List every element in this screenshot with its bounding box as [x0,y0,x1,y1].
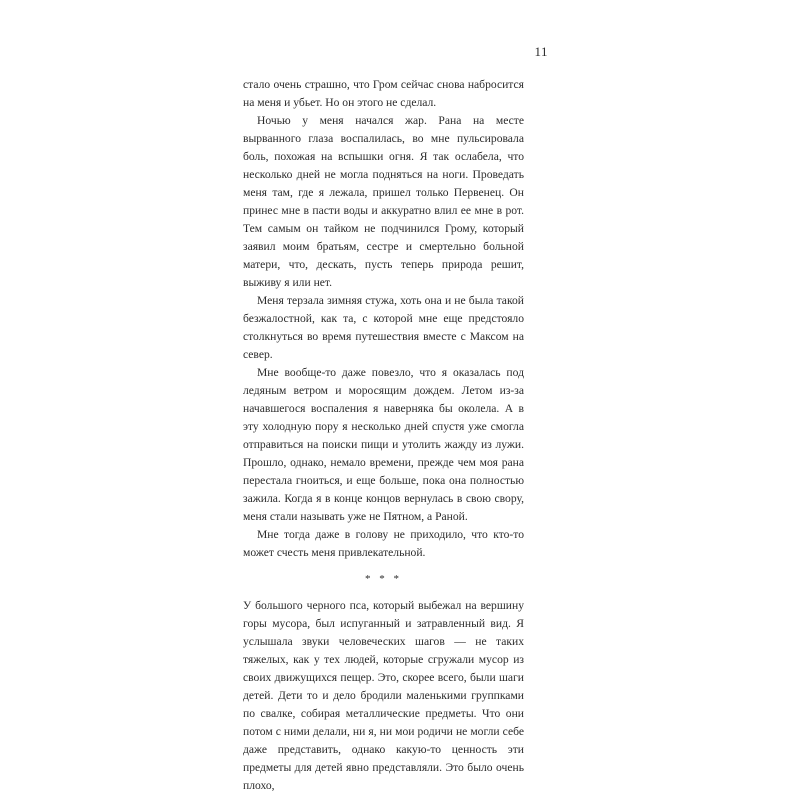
section-separator: * * * [365,573,402,585]
paragraph: Ночью у меня начался жар. Рана на месте вырванного глаза воспалилась, во мне пульсировала боль, похожая на вспышки огня. Я так ослабела, что несколько дней не могла подняться на ноги. Проведать меня там, где я лежала, пришел только Первенец. Он принес мне в пасти воды и аккуратно влил ее мне в рот. Тем самым он тайком не подчинился Грому, который заявил моим братьям, сестре и смертельно больной матери, что, дескать, пусть теперь природа решит, выживу я или нет. [243,114,524,289]
paragraph: Меня терзала зимняя стужа, хоть она и не была такой безжалостной, как та, с которой мне еще предстояло столкнуться во время путешествия вместе с Максом на север. [243,294,524,361]
paragraph: стало очень страшно, что Гром сейчас снова набросится на меня и убьет. Но он этого не сделал. [243,78,524,109]
paragraph: Мне тогда даже в голову не приходило, что кто-то может счесть меня привлекательной. [243,528,524,559]
page-text [243,76,524,795]
paragraph: Мне вообще-то даже повезло, что я оказалась под ледяным ветром и моросящим дождем. Летом из-за начавшегося воспаления я наверняка бы околела. А в эту холодную пору я несколько дней спустя уже смогла отправиться на поиски пищи и утолить жажду из лужи. Прошло, однако, немало времени, прежде чем моя рана перестала гноиться, и еще больше, пока она полностью зажила. Когда я в конце концов вернулась в свою свору, меня стали называть уже не Пятном, а Раной. [243,366,524,523]
page-number: 11 [534,44,548,59]
paragraph: У большого черного пса, который выбежал на вершину горы мусора, был испуганный и затравленный вид. Я услышала звуки человеческих шагов — не таких тяжелых, как у тех людей, которые сгружали мусор из своих движущихся пещер. Это, скорее всего, были шаги детей. Дети то и дело бродили маленькими группками по свалке, собирая металлические предметы. Что они потом с ними делали, ни я, ни мои родичи не могли себе даже представить, однако какую-то ценность эти предметы для детей явно представляли. Это было очень плохо, [243,599,524,792]
